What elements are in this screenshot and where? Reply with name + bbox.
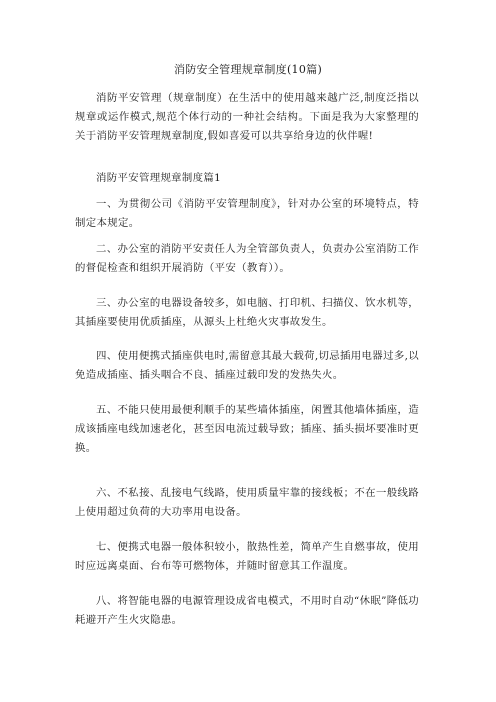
intro-paragraph: 消防平安管理（规章制度）在生活中的使用越来越广泛,制度泛指以规章或运作模式,规范个体行动的一种社会结构。下面是我为大家整理的关于消防平安管理规章制度,假如喜爱可以共享给身边的伙伴喔! [75,92,419,142]
rule-item-2: 二、办公室的消防平安责任人为全管部负责人，负责办公室消防工作的督促检查和组织开展消防（平安（教育））。 [75,243,419,274]
rule-item-4: 四、使用便携式插座供电时,需留意其最大载荷,切忌插用电器过多,以免造成插座、插头咽合不良、插座过载印发的发热失火。 [75,350,419,381]
section-heading: 消防平安管理规章制度篇1 [96,172,222,184]
rule-item-3: 三、办公室的电器设备较多，如电脑、打印机、扫描仪、饮水机等，其插座要使用优质插座，从源头上杜绝火灾事故发生。 [75,297,419,328]
rule-item-6: 六、不私接、乱接电气线路，使用质量牢靠的接线板；不在一般线路上使用超过负荷的大功率用电设备。 [75,487,419,518]
rule-item-5: 五、不能只使用最便利顺手的某些墙体插座，闲置其他墙体插座，造成该插座电线加速老化，甚至因电流过载导致；插座、插头损坏要准时更换。 [75,404,419,454]
rule-item-8: 八、将智能电器的电源管理设成省电模式，不用时自动“休眠”降低功耗避开产生火灾隐患。 [75,595,419,626]
rule-item-7: 七、便携式电器一般体积较小，散热性差，简单产生自燃事故，使用时应远离桌面、台布等可燃物体，并随时留意其工作温度。 [75,541,419,572]
document-title: 消防安全管理规章制度(10篇) [173,63,323,76]
rule-item-1: 一、为贯彻公司《消防平安管理制度》，针对办公室的环境特点，特制定本规定。 [75,198,419,229]
